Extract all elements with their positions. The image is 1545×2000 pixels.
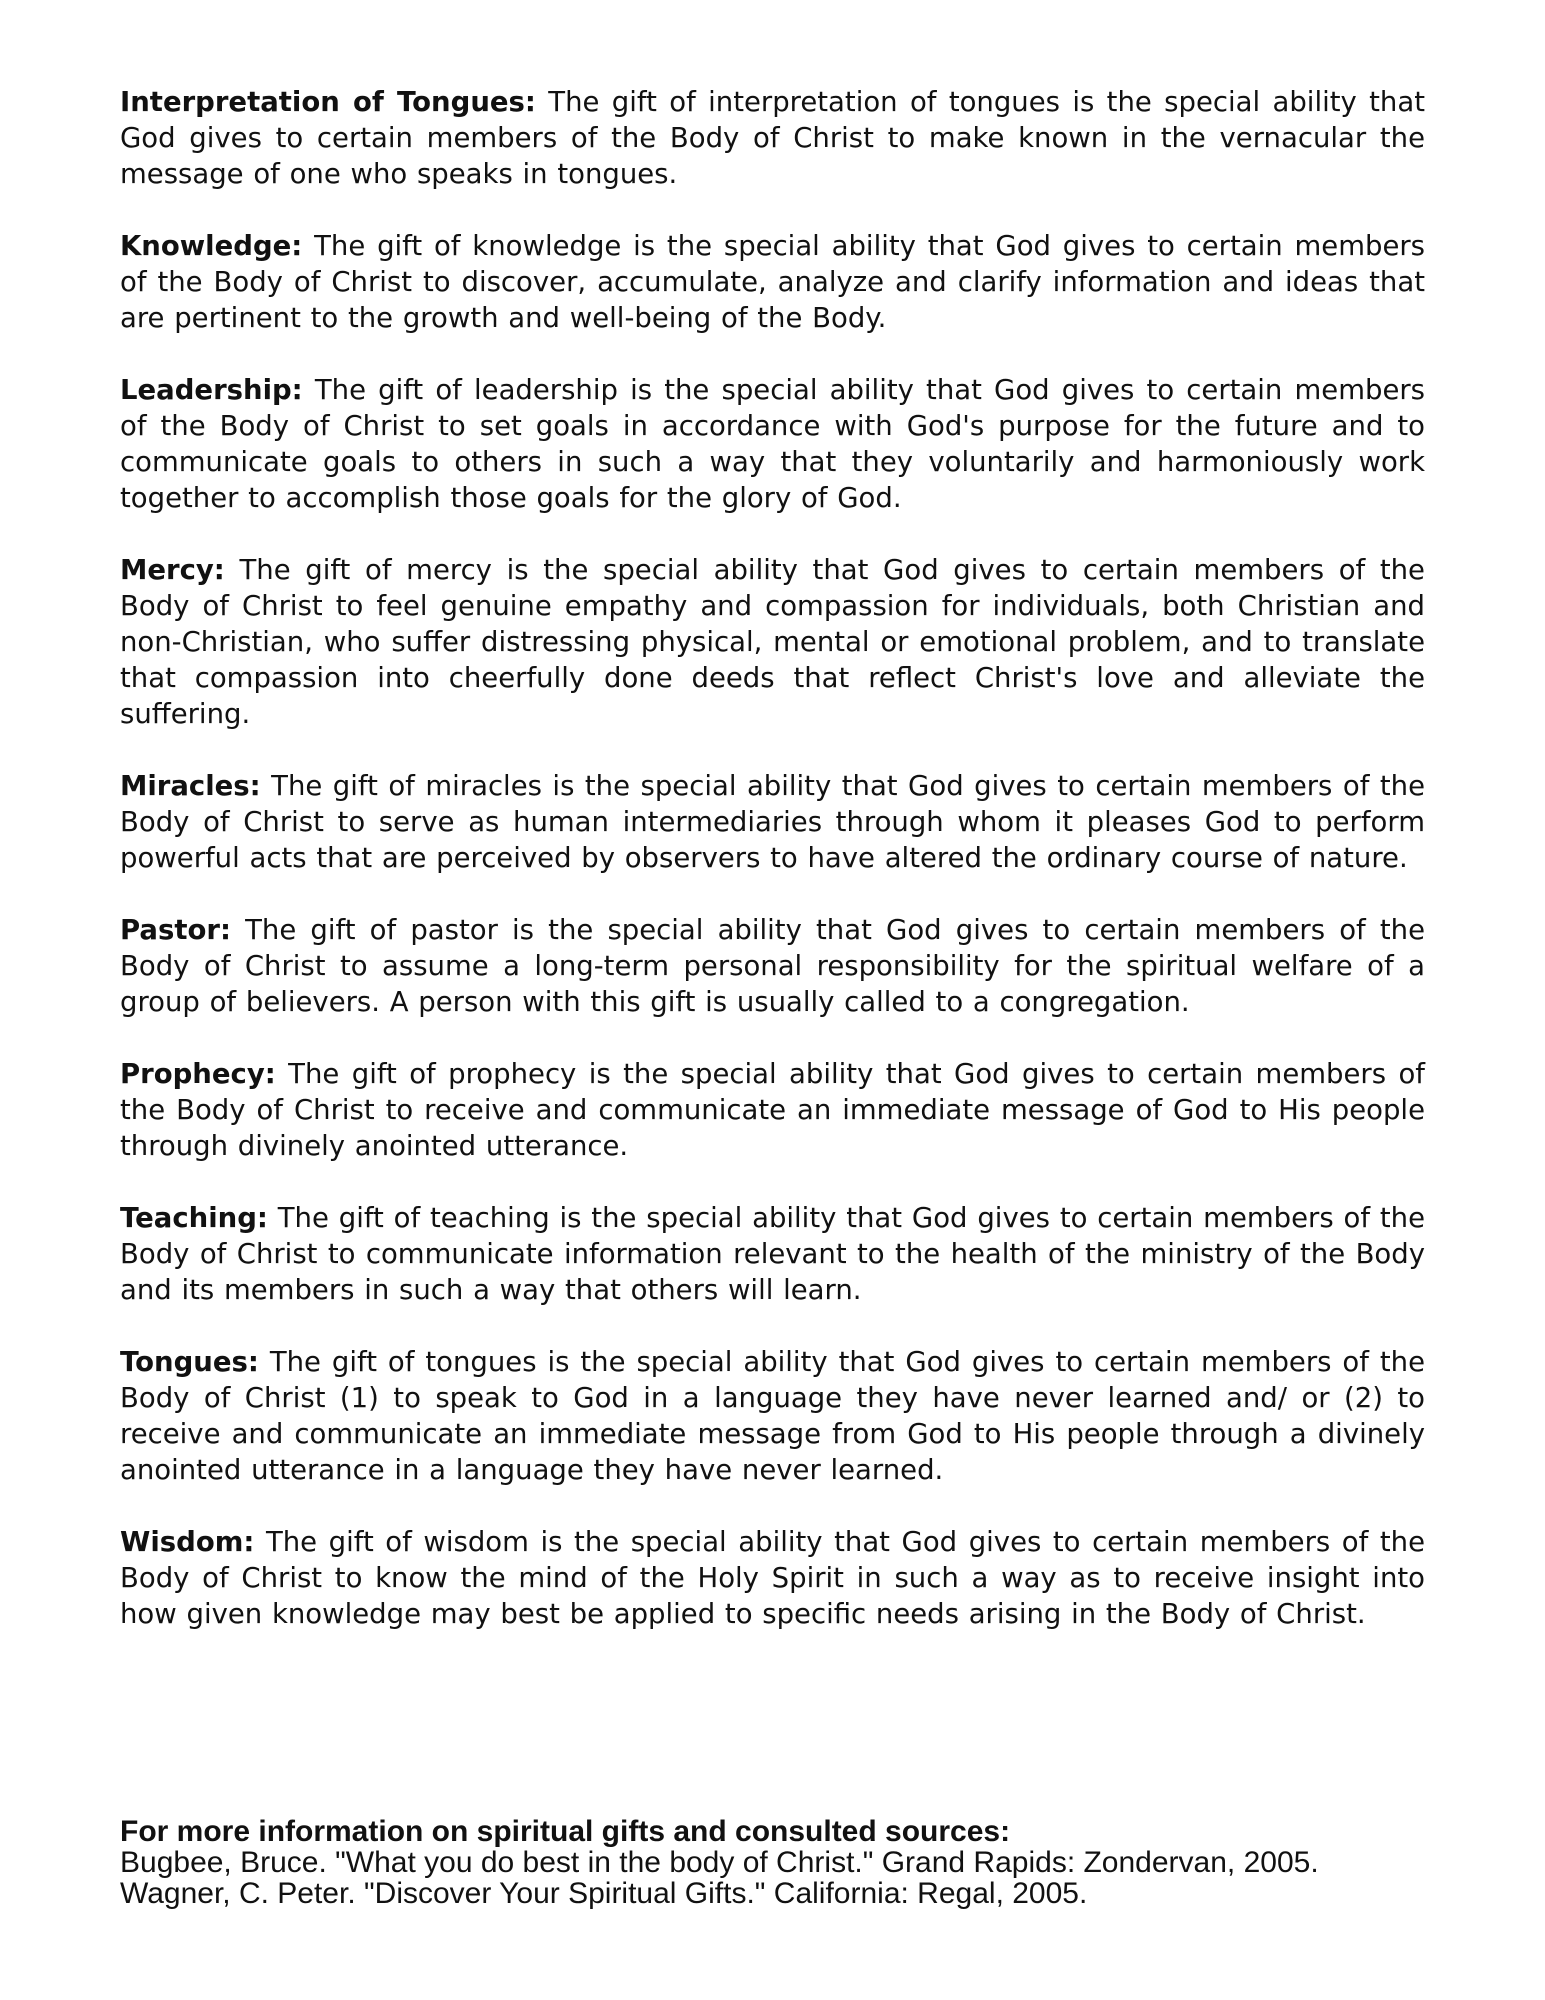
gift-definition: The gift of wisdom is the special ability that God gives to certain members of the Body of Christ to know the mind of the Holy Spirit in such a way as to receive insight into how given knowledge may best be applied to specific needs arising in the Body of Christ.	[120, 1526, 1425, 1630]
gift-term: Knowledge:	[120, 230, 303, 262]
gift-definition: The gift of miracles is the special ability that God gives to certain members of the Body of Christ to serve as human intermediaries through whom it pleases God to perform powerful acts that are perceived by observers to have altered the ordinary course of nature.	[120, 770, 1425, 874]
gift-mercy	[120, 552, 1425, 732]
gift-definition: The gift of teaching is the special ability that God gives to certain members of the Body of Christ to communicate information relevant to the health of the ministry of the Body and its members in such a way that others will learn.	[120, 1202, 1426, 1306]
gift-pastor	[120, 912, 1425, 1020]
gift-term: Pastor:	[120, 914, 231, 946]
gift-term: Tongues:	[120, 1346, 259, 1378]
gift-term: Leadership:	[120, 374, 303, 406]
gift-leadership	[120, 372, 1425, 516]
gift-term: Wisdom:	[120, 1526, 255, 1558]
gift-definition: The gift of mercy is the special ability that God gives to certain members of the Body of Christ to feel genuine empathy and compassion for individuals, both Christian and non-Christian, who suffer distressing physical, mental or emotional problem, and to translate that compassion into cheerfully done deeds that reflect Christ's love and alleviate the suffering.	[120, 554, 1425, 730]
gift-term: Miracles:	[120, 770, 261, 802]
gift-miracles	[120, 768, 1425, 876]
gift-term: Teaching:	[120, 1202, 268, 1234]
gift-definition: The gift of leadership is the special ability that God gives to certain members of the Body of Christ to set goals in accordance with God's purpose for the future and to communicate goals to others in such a way that they voluntarily and harmoniously work together to accomplish those goals for the glory of God.	[120, 374, 1425, 514]
sources-section	[120, 1816, 1425, 1909]
sources-citation: Bugbee, Bruce. "What you do best in the body of Christ." Grand Rapids: Zondervan, 2005. Wagner, C. Peter. "Discover Your Spiritual Gifts." California: Regal, 2005.	[120, 1846, 1319, 1910]
gift-knowledge	[120, 228, 1425, 336]
sources-heading: For more information on spiritual gifts and consulted sources:	[120, 1815, 1011, 1848]
gift-term: Mercy:	[120, 554, 225, 586]
gift-definition: The gift of interpretation of tongues is the special ability that God gives to certain members of the Body of Christ to make known in the vernacular the message of one who speaks in tongues.	[120, 86, 1425, 190]
gift-prophecy	[120, 1056, 1425, 1164]
gift-tongues	[120, 1344, 1425, 1488]
gift-definition: The gift of prophecy is the special ability that God gives to certain members of the Body of Christ to receive and communicate an immediate message of God to His people through divinely anointed utterance.	[120, 1058, 1425, 1162]
gift-definition: The gift of knowledge is the special ability that God gives to certain members of the Body of Christ to discover, accumulate, analyze and clarify information and ideas that are pertinent to the growth and well-being of the Body.	[120, 230, 1425, 334]
gift-wisdom	[120, 1524, 1425, 1632]
gift-definition: The gift of tongues is the special ability that God gives to certain members of the Body of Christ (1) to speak to God in a language they have never learned and/ or (2) to receive and communicate an immediate message from God to His people through a divinely anointed utterance in a language they have never learned.	[120, 1346, 1425, 1486]
gift-teaching	[120, 1200, 1425, 1308]
gift-interpretation-of-tongues	[120, 84, 1425, 192]
gift-definition: The gift of pastor is the special ability that God gives to certain members of the Body of Christ to assume a long-term personal responsibility for the spiritual welfare of a group of believers. A person with this gift is usually called to a congregation.	[120, 914, 1425, 1018]
gift-term: Interpretation of Tongues:	[120, 86, 536, 118]
gift-definitions	[120, 84, 1425, 1668]
gift-term: Prophecy:	[120, 1058, 276, 1090]
